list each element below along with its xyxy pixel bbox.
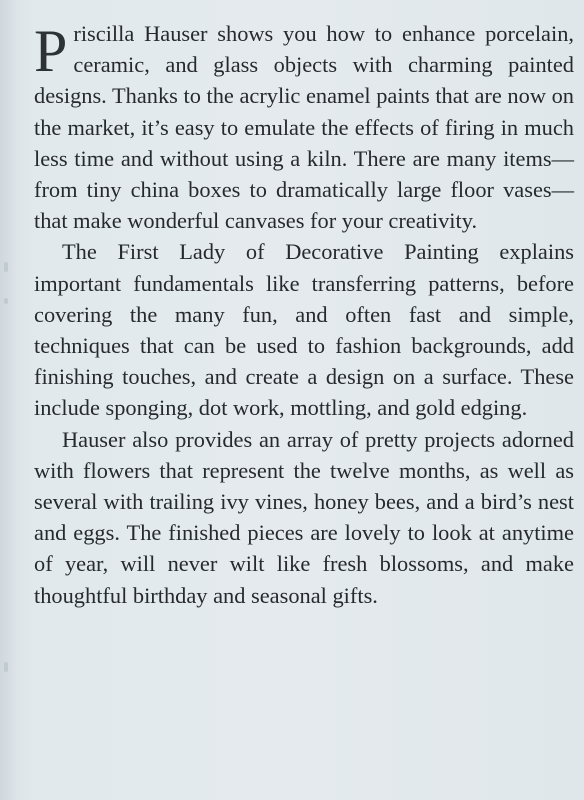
scan-speck — [4, 298, 8, 304]
paragraph-3-text: Hauser also provides an array of pretty projects adorned with flowers that represent the twelve months, as well as several with trailing ivy vines, honey bees, and a bird’s nest and eggs. The finished pieces are lovely to look at anytime of year, will never wilt like fresh blossoms, and make thoughtful birthday and seasonal gifts. — [34, 426, 574, 608]
scan-speck — [4, 262, 8, 272]
paragraph-2-text: The First Lady of Decorative Painting explains important fundamentals like transferring patterns, before covering the many fun, and often fast and simple, techniques that can be used to fashion backgrounds, add finishing touches, and create a design on a surface. These include sponging, dot work, mottling, and gold edging. — [34, 239, 574, 421]
drop-cap: P — [34, 18, 68, 84]
body-text — [34, 18, 574, 611]
page-edge-shadow — [0, 0, 16, 800]
paragraph-1 — [34, 18, 574, 236]
paragraph-2 — [34, 236, 574, 423]
scan-speck — [4, 662, 8, 672]
paragraph-3 — [34, 424, 574, 611]
paragraph-1-text: riscilla Hauser shows you how to enhance porcelain, ceramic, and glass objects with charming painted designs. Thanks to the acrylic enamel paints that are now on the market, it’s easy to emulate the effects of firing in much less time and without using a kiln. There are many items—from tiny china boxes to dramatically large floor vases—that make wonderful canvases for your creativity. — [34, 21, 574, 234]
